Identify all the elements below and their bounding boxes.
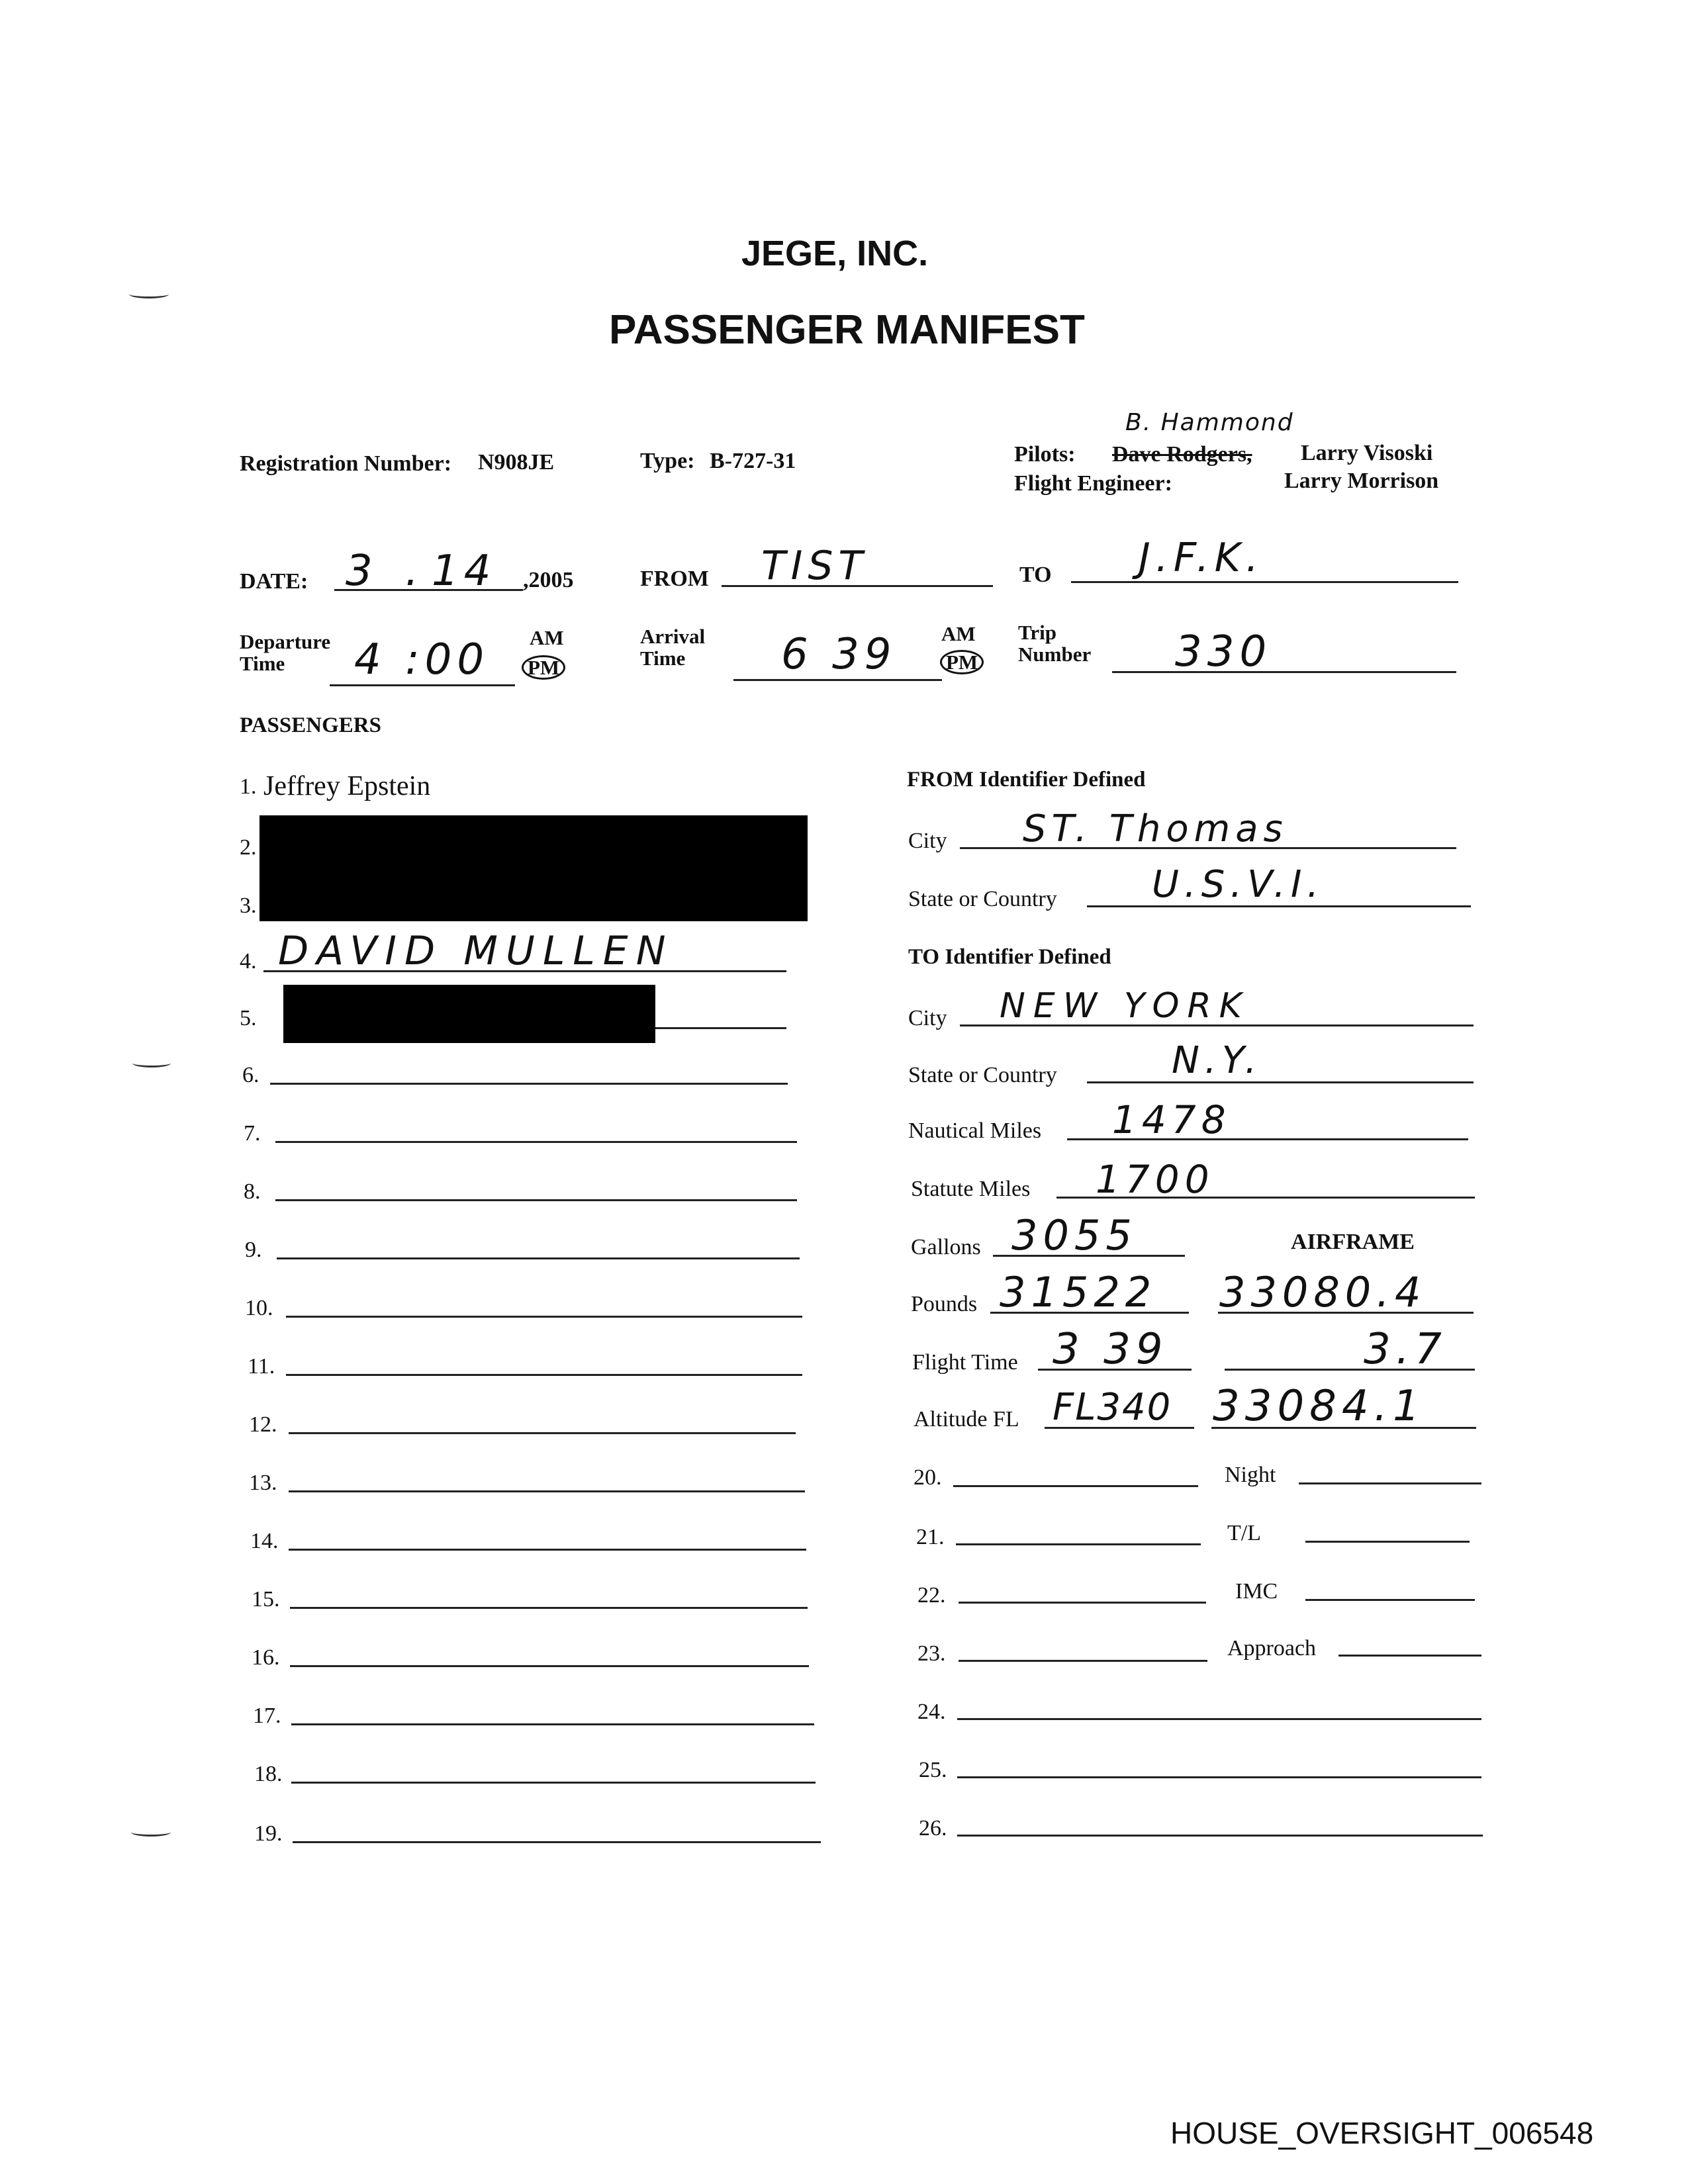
nautical-miles-value: 1478 — [1112, 1097, 1231, 1142]
row-24-line — [957, 1718, 1481, 1720]
imc-line — [1305, 1599, 1475, 1601]
statute-miles-value: 1700 — [1096, 1157, 1215, 1202]
to-value: J.F.K. — [1139, 535, 1264, 581]
to-state-value: N.Y. — [1172, 1039, 1262, 1082]
passenger-line-12 — [289, 1432, 796, 1434]
pilot-struck: Dave Rodgers, — [1112, 442, 1252, 467]
passenger-number-9: 9. — [245, 1238, 262, 1262]
passenger-number-11: 11. — [248, 1354, 275, 1379]
passenger-number-6: 6. — [242, 1063, 259, 1087]
arrival-label: Arrival Time — [640, 625, 706, 670]
from-city-label: City — [908, 829, 947, 853]
passenger-number-4: 4. — [240, 949, 257, 974]
registration-value: N908JE — [478, 450, 555, 475]
registration-label: Registration Number: — [240, 451, 452, 476]
date-day: 14 — [432, 547, 496, 596]
date-line — [334, 589, 523, 591]
passenger-line-8 — [275, 1199, 797, 1201]
gallons-label: Gallons — [911, 1235, 981, 1259]
flight-time-value: 3 39 — [1053, 1325, 1168, 1374]
from-line — [722, 585, 993, 587]
pounds-label: Pounds — [911, 1292, 978, 1316]
from-label: FROM — [640, 567, 709, 591]
from-city-line — [960, 847, 1456, 849]
pounds-line — [990, 1312, 1189, 1314]
passenger-line-17 — [291, 1723, 814, 1725]
from-identifier-heading: FROM Identifier Defined — [907, 768, 1146, 792]
row-number-25: 25. — [919, 1758, 947, 1782]
type-value: B-727-31 — [710, 449, 796, 473]
passenger-line-18 — [291, 1782, 816, 1784]
to-city-line — [960, 1024, 1474, 1026]
row-number-24: 24. — [917, 1700, 946, 1724]
passenger-number-12: 12. — [249, 1412, 277, 1437]
passenger-number-13: 13. — [249, 1471, 277, 1495]
scan-mark — [131, 1828, 171, 1837]
departure-am: AM — [530, 626, 564, 649]
passenger-line-4 — [263, 970, 786, 972]
altitude-value: FL340 — [1053, 1386, 1172, 1429]
passenger-line-19 — [293, 1841, 821, 1843]
passenger-line-14 — [289, 1549, 806, 1551]
engineer-label: Flight Engineer: — [1014, 471, 1172, 496]
row-22-line — [959, 1602, 1206, 1604]
tl-line — [1305, 1541, 1470, 1543]
from-state-label: State or Country — [908, 887, 1057, 911]
passenger-line-13 — [289, 1490, 805, 1492]
passenger-number-2: 2. — [240, 835, 257, 860]
passenger-number-16: 16. — [252, 1645, 280, 1670]
pilot-handwritten: B. Hammond — [1125, 409, 1294, 436]
arrival-am: AM — [941, 622, 976, 645]
from-city-value: ST. Thomas — [1023, 807, 1288, 850]
passenger-number-10: 10. — [245, 1296, 273, 1320]
row-23-line — [959, 1660, 1207, 1662]
pounds-value: 31522 — [1000, 1268, 1157, 1316]
approach-label: Approach — [1227, 1636, 1317, 1661]
from-state-line — [1087, 905, 1471, 907]
departure-line — [330, 684, 515, 686]
date-sep: . — [405, 547, 424, 596]
passenger-number-8: 8. — [244, 1179, 261, 1204]
engineer-value: Larry Morrison — [1284, 469, 1439, 493]
row-20-line — [953, 1485, 1198, 1487]
altitude-airframe: 33084.1 — [1213, 1382, 1425, 1431]
pilots-label: Pilots: — [1014, 442, 1076, 467]
scan-mark — [129, 290, 169, 298]
passenger-number-7: 7. — [244, 1121, 261, 1146]
altitude-label: Altitude FL — [914, 1407, 1019, 1432]
scan-mark — [132, 1059, 171, 1068]
passenger-line-6 — [270, 1083, 788, 1085]
gallons-line — [993, 1255, 1185, 1257]
type-label: Type: — [640, 449, 695, 473]
tl-label: T/L — [1227, 1521, 1261, 1545]
bates-number: HOUSE_OVERSIGHT_006548 — [1170, 2116, 1594, 2150]
row-number-21: 21. — [916, 1525, 945, 1549]
date-label: DATE: — [240, 569, 308, 594]
passenger-number-19: 19. — [254, 1821, 283, 1846]
passenger-line-7 — [275, 1141, 797, 1143]
flight-time-airframe: 3.7 — [1364, 1325, 1447, 1374]
from-state-value: U.S.V.I. — [1152, 863, 1325, 906]
to-identifier-heading: TO Identifier Defined — [908, 945, 1111, 969]
airframe-label: AIRFRAME — [1291, 1230, 1415, 1254]
row-25-line — [957, 1776, 1481, 1778]
passenger-number-5: 5. — [240, 1006, 257, 1030]
flight-time-line — [1038, 1369, 1192, 1371]
date-month: 3 — [346, 547, 378, 596]
redaction-box-passengers-2-3 — [259, 815, 808, 921]
trip-number-label: Trip Number — [1018, 621, 1092, 666]
to-city-label: City — [908, 1006, 947, 1030]
flight-time-label: Flight Time — [912, 1350, 1018, 1375]
arrival-pm: PM — [940, 650, 984, 674]
company-name: JEGE, INC. — [741, 234, 929, 273]
approach-line — [1338, 1655, 1481, 1657]
pilot-2: Larry Visoski — [1301, 441, 1433, 465]
row-21-line — [956, 1543, 1201, 1545]
passenger-number-17: 17. — [253, 1704, 281, 1728]
to-state-line — [1087, 1081, 1474, 1083]
arrival-line — [733, 679, 942, 681]
row-26-line — [957, 1835, 1483, 1837]
row-number-22: 22. — [917, 1583, 946, 1608]
passenger-number-15: 15. — [252, 1587, 280, 1612]
night-label: Night — [1225, 1463, 1276, 1487]
passenger-1-name: Jeffrey Epstein — [263, 771, 431, 801]
altitude-line — [1045, 1427, 1194, 1429]
departure-pm: PM — [522, 655, 565, 680]
to-city-value: NEW YORK — [1000, 986, 1250, 1026]
departure-value: 4 :00 — [354, 635, 490, 684]
imc-label: IMC — [1235, 1579, 1278, 1604]
arrival-value: 6 39 — [781, 630, 897, 679]
statute-miles-label: Statute Miles — [911, 1177, 1031, 1201]
trip-number-value: 330 — [1175, 627, 1272, 676]
passenger-number-3: 3. — [240, 893, 257, 918]
date-year: ,2005 — [523, 568, 574, 592]
to-label: TO — [1019, 563, 1052, 587]
pounds-airframe: 33080.4 — [1219, 1268, 1427, 1316]
passenger-number-14: 14. — [250, 1529, 279, 1553]
row-number-20: 20. — [914, 1465, 942, 1490]
passenger-line-9 — [277, 1257, 800, 1259]
from-value: TIST — [761, 543, 868, 589]
passenger-line-10 — [286, 1316, 802, 1318]
passenger-line-15 — [290, 1607, 808, 1609]
row-number-23: 23. — [917, 1641, 946, 1666]
departure-label: Departure Time — [240, 630, 331, 675]
statute-miles-line — [1056, 1197, 1475, 1199]
to-state-label: State or Country — [908, 1063, 1057, 1087]
document-title: PASSENGER MANIFEST — [609, 307, 1085, 353]
passenger-line-5 — [655, 1027, 786, 1029]
passenger-number-18: 18. — [254, 1762, 283, 1786]
passenger-4-name: DAVID MULLEN — [278, 928, 674, 974]
passenger-number-1: 1. — [240, 774, 257, 799]
passenger-line-11 — [286, 1374, 802, 1376]
passengers-heading: PASSENGERS — [240, 713, 381, 737]
to-line — [1071, 581, 1458, 583]
pounds-airframe-line — [1218, 1312, 1474, 1314]
trip-number-line — [1112, 671, 1456, 673]
flight-time-airframe-line — [1225, 1369, 1475, 1371]
redaction-box-passenger-5 — [283, 985, 655, 1043]
row-number-26: 26. — [919, 1816, 947, 1841]
passenger-line-16 — [290, 1665, 809, 1667]
gallons-value: 3055 — [1011, 1211, 1137, 1259]
altitude-airframe-line — [1211, 1427, 1476, 1429]
nautical-miles-line — [1067, 1138, 1468, 1140]
night-line — [1299, 1482, 1481, 1484]
nautical-miles-label: Nautical Miles — [908, 1118, 1042, 1143]
